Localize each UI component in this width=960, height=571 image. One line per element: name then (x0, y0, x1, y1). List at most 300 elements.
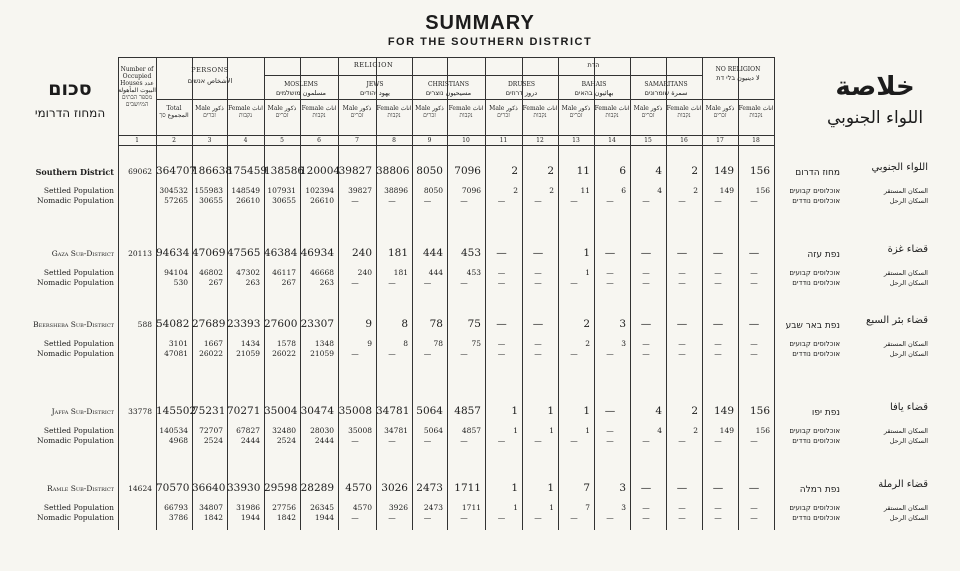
table-cell: — (423, 278, 432, 287)
section-label: Gaza Sub-District (51, 249, 114, 258)
persons-header: PERSONS (191, 66, 229, 74)
table-cell: 1 (511, 405, 518, 417)
table-cell: — (423, 513, 432, 522)
table-cell: — (712, 318, 724, 330)
table-cell: — (570, 349, 578, 358)
table-cell: 4570 (345, 482, 372, 494)
table-cell: — (534, 268, 542, 277)
sex-column-header: Female اناث נקבות (738, 105, 774, 119)
table-cell: 2524 (203, 436, 223, 445)
table-cell: — (497, 436, 506, 445)
table-cell: 1 (549, 503, 554, 512)
table-cell: 364707 (156, 165, 197, 177)
table-cell: — (678, 196, 686, 205)
table-cell: 4968 (168, 436, 188, 445)
jews-header: JEWS (366, 81, 384, 88)
table-cell: 263 (319, 278, 334, 287)
table-cell: 8050 (423, 186, 443, 195)
arabic-subheading: اللواء الجنوبي (826, 108, 924, 128)
column-rule (192, 57, 193, 530)
sex-column-header: Female اناث נקבות (448, 105, 484, 119)
table-cell: — (642, 503, 650, 512)
column-number: 11 (499, 137, 508, 144)
table-cell: 156 (755, 186, 770, 195)
table-cell: 186638 (192, 165, 233, 177)
table-cell: 1348 (314, 339, 334, 348)
table-cell: 1578 (276, 339, 296, 348)
table-cell: 1 (511, 482, 518, 494)
table-cell: 1 (583, 405, 590, 417)
table-cell: 1 (585, 268, 590, 277)
table-cell: 5064 (423, 426, 443, 435)
table-cell: 46117 (272, 268, 296, 277)
table-cell: 36640 (192, 482, 226, 494)
table-cell: 453 (460, 247, 481, 259)
persons-sub-rule (156, 99, 264, 100)
table-cell: 47069 (192, 247, 226, 259)
persons-header-local: الأشخاص אנשים (187, 77, 233, 85)
table-cell: 9 (365, 318, 372, 330)
table-cell: — (606, 513, 614, 522)
table-cell: — (640, 247, 652, 259)
table-cell: 2 (513, 186, 518, 195)
table-cell: — (423, 196, 432, 205)
column-number: 18 (752, 137, 760, 144)
table-cell: 181 (393, 268, 408, 277)
table-cell: 47565 (227, 247, 261, 259)
religion-header-hebrew: הדת (587, 61, 600, 69)
table-cell: 26610 (236, 196, 260, 205)
row-label-hebrew: אוכלוסים קבועים (789, 427, 840, 435)
row-label-hebrew: אוכלוסים קבועים (789, 269, 840, 277)
column-number: 14 (608, 137, 616, 144)
table-cell: — (351, 196, 359, 205)
table-cell: — (642, 339, 650, 348)
table-cell: — (714, 268, 722, 277)
table-cell: — (750, 278, 758, 287)
table-cell: 30474 (300, 405, 334, 417)
table-cell: 30655 (199, 196, 223, 205)
row-label-arabic: السكان المستقر (883, 427, 928, 435)
table-cell: 78 (433, 339, 443, 348)
table-cell: — (606, 196, 614, 205)
row-label-arabic: السكان الرحل (889, 279, 928, 287)
table-cell: 2444 (314, 436, 334, 445)
table-cell: 3 (621, 339, 626, 348)
table-cell: 444 (428, 268, 443, 277)
table-cell: 1842 (276, 513, 296, 522)
table-cell: — (750, 339, 758, 348)
table-cell: — (351, 513, 359, 522)
table-cell: — (388, 196, 396, 205)
table-cell: 1944 (314, 513, 334, 522)
table-cell: — (534, 349, 542, 358)
table-cell: 9 (367, 339, 372, 348)
table-cell: 21059 (236, 349, 260, 358)
table-cell: 5064 (416, 405, 443, 417)
table-cell: 3786 (168, 513, 188, 522)
table-cell: — (714, 436, 722, 445)
row-label-hebrew: אוכלוסים נודדים (792, 437, 840, 445)
table-cell: 2 (585, 339, 590, 348)
table-cell: 34807 (199, 503, 223, 512)
table-cell: 267 (208, 278, 223, 287)
table-cell: 35008 (338, 405, 372, 417)
table-cell: — (534, 436, 542, 445)
table-cell: 140534 (159, 426, 188, 435)
table-cell: 46668 (310, 268, 334, 277)
table-cell: 94634 (156, 247, 190, 259)
table-cell: — (712, 482, 724, 494)
table-cell: — (712, 247, 724, 259)
row-label-hebrew: אוכלוסים קבועים (789, 187, 840, 195)
table-cell: 38806 (376, 165, 410, 177)
table-cell: 29598 (264, 482, 298, 494)
table-cell: 4857 (461, 426, 481, 435)
table-cell: 149 (713, 165, 734, 177)
table-cell: — (351, 349, 359, 358)
table-cell: — (678, 349, 686, 358)
table-cell: 67827 (236, 426, 260, 435)
table-cell: 6 (621, 186, 626, 195)
row-label: Nomadic Population (37, 436, 114, 445)
row-label-hebrew: אוכלוסים נודדים (792, 350, 840, 358)
row-label-hebrew: אוכלוסים נודדים (792, 514, 840, 522)
row-label-arabic: السكان الرحل (889, 437, 928, 445)
table-cell: 8 (403, 339, 408, 348)
table-cell: — (497, 339, 506, 348)
table-cell: — (388, 436, 396, 445)
table-cell: — (460, 196, 468, 205)
table-cell: 2 (583, 318, 590, 330)
table-cell: 32480 (272, 426, 296, 435)
table-cell: 444 (422, 247, 443, 259)
sex-column-header: Female اناث נקבות (522, 105, 558, 119)
table-cell: — (750, 349, 758, 358)
table-cell: 138586 (264, 165, 305, 177)
row-label-hebrew: אוכלוסים קבועים (789, 340, 840, 348)
table-cell: — (748, 247, 760, 259)
table-cell: — (750, 503, 758, 512)
table-cell: — (570, 196, 578, 205)
table-cell: — (642, 196, 650, 205)
sex-column-header: Male ذكور זכרים (195, 105, 224, 119)
table-cell: — (351, 436, 359, 445)
column-number: 5 (280, 137, 284, 144)
table-cell: 30655 (272, 196, 296, 205)
section-label-arabic: قضاء بئر السبع (866, 315, 928, 326)
column-rule (630, 57, 631, 530)
sex-column-header: Male ذكور זכרים (633, 105, 663, 119)
sex-column-header: Male ذكور זכרים (705, 105, 735, 119)
table-cell: 46802 (199, 268, 223, 277)
table-cell: 2 (691, 405, 698, 417)
table-cell: 156 (749, 165, 770, 177)
table-cell: — (640, 318, 652, 330)
table-cell: 35004 (264, 405, 298, 417)
table-cell: 38896 (384, 186, 408, 195)
row-label: Settled Population (43, 503, 114, 512)
table-cell: 28030 (310, 426, 334, 435)
row-label: Settled Population (43, 186, 114, 195)
column-rule (447, 57, 448, 530)
table-cell: 1 (547, 482, 554, 494)
table-cell: 4 (657, 186, 662, 195)
table-cell: — (676, 318, 688, 330)
table-cell: — (606, 436, 614, 445)
table-cell: 26610 (310, 196, 334, 205)
section-label: Jaffa Sub-District (51, 407, 114, 416)
table-cell: — (642, 268, 650, 277)
table-cell: 145502 (156, 405, 197, 417)
table-cell: — (714, 513, 722, 522)
column-rule (264, 57, 265, 530)
table-cell: — (748, 318, 760, 330)
table-cell: — (714, 278, 722, 287)
column-number: 3 (207, 137, 212, 144)
table-cell: — (678, 436, 686, 445)
row-label-hebrew: אוכלוסים נודדים (792, 197, 840, 205)
table-cell: 11 (576, 165, 590, 177)
table-cell: — (497, 196, 506, 205)
table-cell: 20113 (128, 249, 152, 258)
column-number: 15 (644, 137, 652, 144)
table-cell: — (460, 349, 468, 358)
table-cell: 149 (719, 426, 734, 435)
table-cell: — (678, 503, 686, 512)
table-cell: 453 (466, 268, 481, 277)
sex-column-header: Male ذكور זכרים (342, 105, 372, 119)
header-numbers-top-rule (118, 135, 774, 136)
christians-header: CHRISTIANS (428, 81, 469, 88)
table-cell: 23307 (300, 318, 334, 330)
table-cell: 69062 (128, 167, 152, 176)
table-cell: 1434 (240, 339, 260, 348)
section-label-hebrew: מחוז הדרום (795, 168, 840, 178)
table-cell: 1667 (203, 339, 223, 348)
table-cell: 1944 (240, 513, 260, 522)
hebrew-heading: סכום (48, 78, 92, 100)
sex-column-header: Male ذكور זכרים (561, 105, 591, 119)
table-cell: — (606, 426, 614, 435)
noreligion-sub-rule (702, 99, 774, 100)
table-cell: 4570 (352, 503, 372, 512)
column-number: 16 (680, 137, 688, 144)
table-cell: 46934 (300, 247, 334, 259)
table-cell: 156 (749, 405, 770, 417)
column-rule (558, 57, 559, 530)
table-cell: 34781 (384, 426, 408, 435)
table-cell: 4 (657, 426, 662, 435)
table-cell: 588 (137, 320, 152, 329)
bahais-header: BAHAIS (581, 81, 607, 88)
table-cell: 8050 (416, 165, 443, 177)
table-cell: 33930 (227, 482, 261, 494)
table-cell: 8 (401, 318, 408, 330)
row-label: Nomadic Population (37, 349, 114, 358)
table-cell: 7096 (454, 165, 481, 177)
sex-column-header: Female اناث נקבות (666, 105, 702, 119)
table-cell: 240 (357, 268, 372, 277)
row-label: Nomadic Population (37, 278, 114, 287)
table-cell: 78 (429, 318, 443, 330)
sex-column-header: Female اناث נקבות (228, 105, 263, 119)
column-rule (738, 57, 739, 530)
table-cell: 26345 (310, 503, 334, 512)
table-cell: 120004 (300, 165, 341, 177)
table-cell: 7 (583, 482, 590, 494)
column-number: 9 (427, 137, 432, 144)
table-cell: — (534, 339, 542, 348)
row-label-arabic: السكان الرحل (889, 350, 928, 358)
christians-header-local: مسيحيون נוצרים (425, 89, 472, 97)
table-cell: 70271 (227, 405, 261, 417)
table-cell: 148549 (231, 186, 260, 195)
table-cell: — (497, 513, 506, 522)
row-label-hebrew: אוכלוסים נודדים (792, 279, 840, 287)
table-cell: 3 (621, 503, 626, 512)
column-rule (156, 57, 157, 530)
table-cell: — (496, 318, 507, 330)
table-cell: — (497, 278, 506, 287)
table-cell: 47081 (164, 349, 188, 358)
table-cell: — (534, 513, 542, 522)
table-cell: — (714, 349, 722, 358)
table-cell: — (351, 278, 359, 287)
column-number: 13 (572, 137, 580, 144)
column-number: 1 (135, 137, 139, 144)
table-cell: 39827 (338, 165, 372, 177)
table-cell: — (678, 339, 686, 348)
table-cell: 304532 (159, 186, 188, 195)
table-cell: — (423, 436, 432, 445)
row-label-arabic: السكان المستقر (883, 269, 928, 277)
table-cell: 149 (719, 186, 734, 195)
table-cell: — (532, 318, 544, 330)
table-cell: 57265 (164, 196, 188, 205)
table-cell: 27600 (264, 318, 298, 330)
table-cell: 240 (351, 247, 372, 259)
table-cell: 72707 (199, 426, 223, 435)
column-number: 8 (392, 137, 396, 144)
table-cell: — (497, 349, 506, 358)
column-rule (702, 57, 703, 530)
section-label-hebrew: נפת באר שבע (785, 321, 840, 331)
table-cell: — (606, 278, 614, 287)
table-cell: 530 (173, 278, 188, 287)
table-cell: — (640, 482, 652, 494)
row-label-arabic: السكان الرحل (889, 514, 928, 522)
section-label: Ramle Sub-District (47, 484, 114, 493)
table-cell: 1711 (461, 503, 481, 512)
table-cell: 75231 (192, 405, 226, 417)
table-cell: 21059 (310, 349, 334, 358)
section-label: Beersheba Sub-District (33, 320, 114, 329)
table-cell: 2473 (423, 503, 443, 512)
table-cell: 2 (693, 426, 698, 435)
table-cell: 26022 (272, 349, 296, 358)
section-label-arabic: اللواء الجنوبي (871, 162, 928, 173)
table-cell: 46384 (264, 247, 298, 259)
page-subtitle: FOR THE SOUTHERN DISTRICT (387, 36, 593, 48)
table-cell: 1842 (203, 513, 223, 522)
table-cell: 107931 (267, 186, 296, 195)
sex-column-header: Male ذكور זכרים (489, 105, 518, 119)
table-cell: 23393 (227, 318, 261, 330)
table-cell: — (606, 268, 614, 277)
section-label: Southern District (35, 167, 114, 177)
table-cell: 156 (755, 426, 770, 435)
druses-header-local: دروز דרוזים (505, 89, 538, 97)
table-cell: 4 (655, 405, 662, 417)
sex-column-header: Female اناث נקבות (301, 105, 337, 119)
column-rule (485, 57, 486, 530)
table-cell: 7096 (461, 186, 481, 195)
table-cell: — (750, 513, 758, 522)
table-cell: — (748, 482, 760, 494)
table-cell: 4 (655, 165, 662, 177)
table-cell: 54082 (156, 318, 190, 330)
row-label: Nomadic Population (37, 196, 114, 205)
column-number: 4 (243, 137, 248, 144)
table-cell: — (604, 247, 616, 259)
table-cell: 1 (513, 426, 518, 435)
table-top-rule (118, 57, 774, 58)
table-cell: 2 (511, 165, 518, 177)
table-cell: 14624 (128, 484, 152, 493)
table-cell: 75 (467, 318, 481, 330)
no-religion-header: NO RELIGION (715, 66, 761, 73)
table-cell: 34781 (376, 405, 410, 417)
sex-column-header: Female اناث נקבות (376, 105, 412, 119)
table-cell: — (423, 349, 432, 358)
table-cell: 33778 (128, 407, 152, 416)
table-cell: — (750, 436, 758, 445)
table-cell: 1 (513, 503, 518, 512)
column-number: 12 (536, 137, 544, 144)
column-rule (338, 57, 339, 530)
column-number: 7 (355, 137, 359, 144)
table-cell: 149 (713, 405, 734, 417)
column-rule (227, 57, 228, 530)
table-cell: — (604, 405, 616, 417)
table-cell: 263 (245, 278, 260, 287)
column-rule (376, 57, 377, 530)
table-cell: 35008 (348, 426, 372, 435)
table-cell: 175459 (227, 165, 268, 177)
table-cell: — (750, 196, 758, 205)
table-cell: — (642, 513, 650, 522)
sex-column-header: Female اناث נקבות (594, 105, 630, 119)
bahais-header-local: بهائيون בהאים (574, 89, 614, 97)
table-cell: 6 (619, 165, 626, 177)
table-cell: 11 (580, 186, 590, 195)
samaritans-header-local: سمرة שומרונים (644, 89, 688, 97)
table-cell: 1711 (454, 482, 481, 494)
table-cell: — (534, 278, 542, 287)
row-label: Settled Population (43, 426, 114, 435)
row-label: Nomadic Population (37, 513, 114, 522)
table-cell: 39827 (348, 186, 372, 195)
table-cell: 3 (619, 482, 626, 494)
table-cell: 2 (693, 186, 698, 195)
table-cell: — (714, 339, 722, 348)
religion-header: RELIGION (353, 61, 394, 69)
column-rule (300, 57, 301, 530)
sex-column-header: Total المجموع סך (159, 105, 189, 119)
table-cell: — (676, 247, 688, 259)
sex-column-header: Male ذكور זכרים (267, 105, 297, 119)
